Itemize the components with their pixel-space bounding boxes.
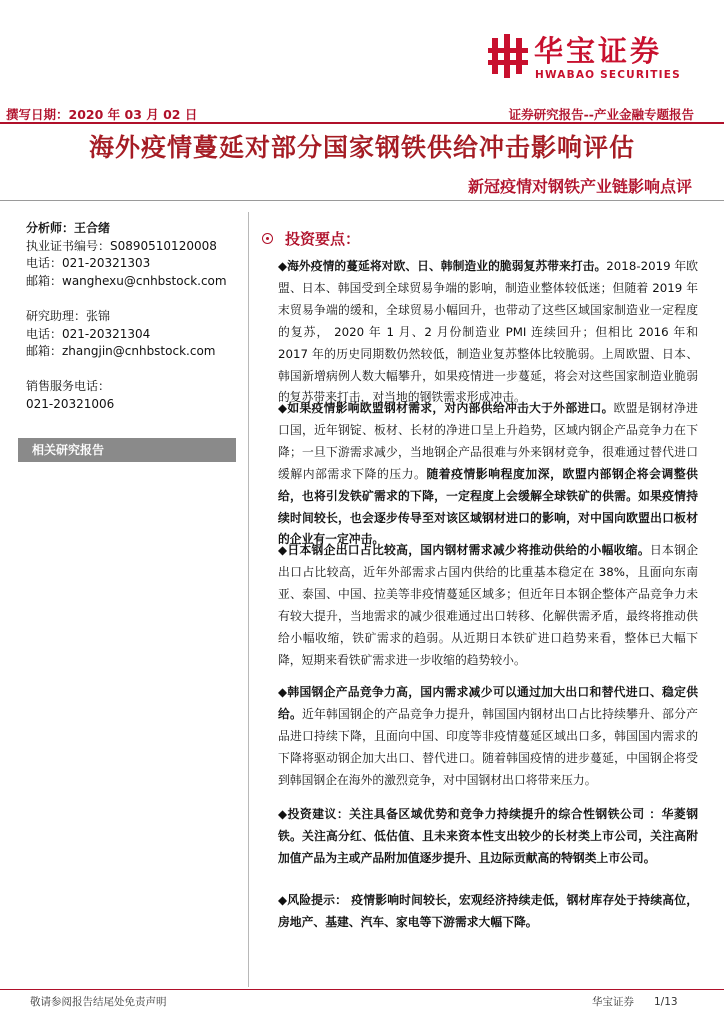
key-point-lead: ◆韩国钢企产品竞争力高，国内需求减少可以通过加大出口和替代进口、稳定供给。 [278, 685, 698, 721]
report-type: 证券研究报告--产业金融专题报告 [508, 107, 694, 122]
related-reports-header: 相关研究报告 [18, 438, 236, 462]
report-date: 撰写日期：2020 年 03 月 02 日 [6, 107, 198, 122]
column-divider [248, 212, 249, 987]
analyst-name: 分析师：王合绪 [26, 221, 111, 235]
key-point-4 [278, 682, 698, 792]
company-logo [488, 34, 708, 84]
brand-name-en: HWABAO SECURITIES [535, 69, 681, 81]
key-point-emphasis: 随着疫情影响程度加深，欧盟内部钢企将会调整供给，也将引发铁矿需求的下降，一定程度上会缓解全球铁矿的供需。如果疫情持续时间较长，也会逐步传导至对该区域钢材进口的影响，对中国向欧盟出口板材的企业有一定冲击。 [278, 466, 698, 547]
key-point-text: 近年韩国钢企的产品竞争力提升，韩国国内钢材出口占比持续攀升、部分产品进口持续下降，且面向中国、印度等非疫情蔓延区域出口多，韩国国内需求的下降将驱动钢企加大出口、替代进口。随着韩国疫情的进步蔓延，中国钢企将受到韩国钢企在海外的激烈竞争，对中国钢材出口将带来压力。 [278, 706, 698, 787]
assistant-name: 研究助理：张锦 [26, 308, 111, 323]
section-heading [262, 228, 360, 249]
key-point-3 [278, 540, 698, 671]
footer-meta [592, 994, 678, 1009]
section-title: 投资要点： [285, 230, 361, 248]
key-point-text: 欧盟是钢材净进口国，近年钢锭、板材、长材的净进口呈上升趋势，区域内钢企产品竞争力在下降；一旦下游需求减少，当地钢企产品很难与外来钢材竞争，很难通过替代进口缓解内部需求下降的压力。 [278, 401, 698, 481]
key-point-6 [278, 890, 698, 934]
key-point-text: 2018-2019 年欧盟、日本、韩国受到全球贸易争端的影响，制造业整体较低迷；但随着 2019 年末贸易争端的缓和，全球贸易小幅回升，也带动了这些区域国家制造业一定程度的复苏， 2020 年 1 月、2 月份制造业 PMI 连续回升；但相比 2016 年和 2017 年的历史同期数仍然较低，制造业复苏整体比较脆弱。上周欧盟、日本、韩国新增病例人数大幅攀升，如果疫情进一步蔓延，将会对这些国家制造业脆弱的复苏带来打击，对当地的钢铁需求形成冲击。 [278, 259, 698, 405]
analyst-info [26, 220, 236, 414]
footer-company: 华宝证券 [592, 996, 634, 1008]
header-divider [0, 122, 724, 124]
sales-label: 销售服务电话： [26, 379, 111, 394]
brand-name-cn: 华宝证券 [534, 34, 663, 68]
key-point-lead: ◆如果疫情影响欧盟钢材需求，对内部供给冲击大于外部进口。 [278, 401, 614, 415]
target-bullet-icon [262, 233, 273, 244]
key-point-text: 日本钢企出口占比较高，近年外部需求占国内供给的比重基本稳定在 38%，且面向东南亚、泰国、中国、拉美等非疫情蔓延区域多；但近年日本钢企整体产品竞争力未有较大提升，当地需求的减少很难通过出口转移、化解供需矛盾，最终将推动供给小幅收缩，铁矿需求的趋弱。从近期日本铁矿进口趋势来看，整体已大幅下降，短期来看铁矿需求进一步收缩的趋势较小。 [278, 543, 698, 667]
analyst-email: 邮箱：wanghexu@cnhbstock.com [26, 273, 227, 288]
footer-disclaimer: 敬请参阅报告结尾处免责声明 [30, 996, 167, 1008]
sales-phone: 021-20321006 [26, 396, 115, 411]
assistant-email: 邮箱：zhangjin@cnhbstock.com [26, 344, 216, 359]
key-point-1 [278, 256, 698, 409]
title-divider [0, 200, 724, 201]
key-point-lead: ◆风险提示： 疫情影响时间较长，宏观经济持续走低，钢材库存处于持续高位，房地产、基建、汽车、家电等下游需求大幅下降。 [278, 893, 698, 929]
key-point-lead: ◆投资建议：关注具备区域优势和竞争力持续提升的综合性钢铁公司 ：华菱钢铁。关注高分红、低估值、且未来资本性支出较少的长材类上市公司，关注高附加值产品为主或产品附加值逐步提升、且边际贡献高的特钢类上市公司。 [278, 807, 698, 865]
footer-divider [0, 989, 724, 990]
assistant-phone: 电话：021-20321304 [26, 326, 151, 341]
page-number: 1/13 [654, 996, 678, 1008]
analyst-license: 执业证书编号：S0890510120008 [26, 238, 217, 253]
key-point-5 [278, 804, 698, 870]
key-point-lead: ◆海外疫情的蔓延将对欧、日、韩制造业的脆弱复苏带来打击。 [278, 259, 607, 273]
analyst-phone: 电话：021-20321303 [26, 256, 151, 271]
hwabao-logo-icon [488, 34, 528, 78]
key-point-2 [278, 398, 698, 551]
report-title: 海外疫情蔓延对部分国家钢铁供给冲击影响评估 [88, 133, 635, 162]
key-point-lead: ◆日本钢企出口占比较高，国内钢材需求减少将推动供给的小幅收缩。 [278, 543, 650, 557]
report-subtitle: 新冠疫情对钢铁产业链影响点评 [467, 177, 692, 196]
